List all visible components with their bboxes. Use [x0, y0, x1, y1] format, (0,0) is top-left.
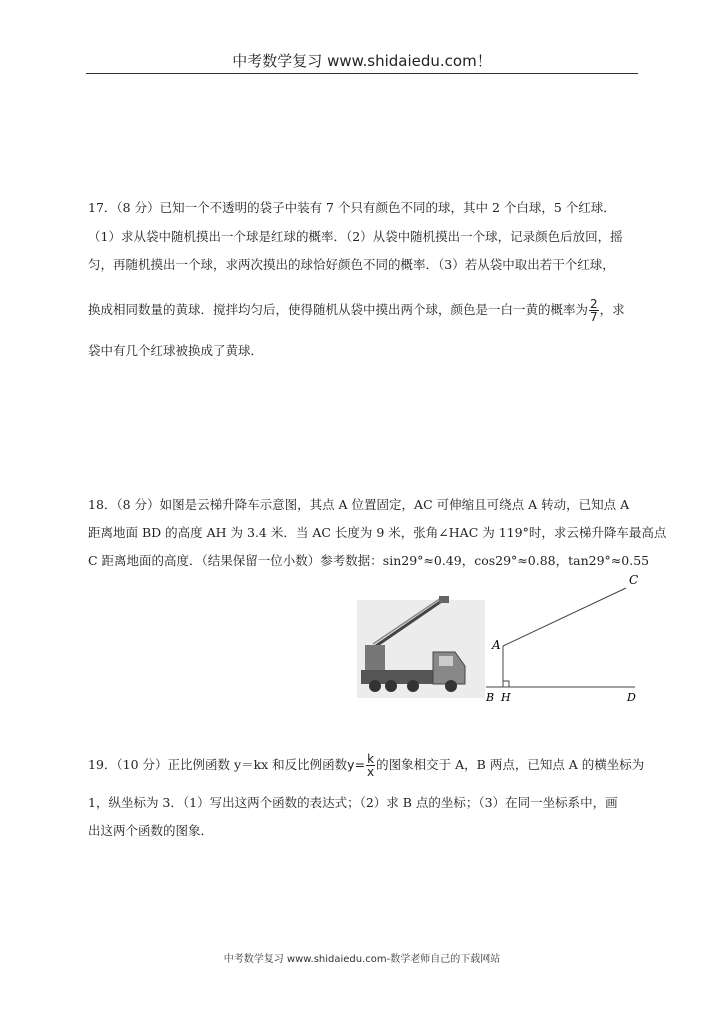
- label-b: B: [486, 691, 495, 704]
- q17-fraction-denominator: 7: [590, 310, 598, 324]
- q19-line-1-text: 19．（10 分）正比例函数 y＝kx 和反比例函数: [88, 757, 348, 772]
- q17-probability-fraction: [589, 298, 599, 323]
- q17-line-4-tail: ，求: [599, 302, 625, 317]
- q17-line-1: 17．（8 分）已知一个不透明的袋子中装有 7 个只有颜色不同的球，其中 2 个白球，5 个红球．: [88, 200, 616, 215]
- segment-ac: [503, 588, 626, 646]
- q17-line-2: （1）求从袋中随机摸出一个球是红球的概率．（2）从袋中随机摸出一个球，记录颜色后放回，摇: [88, 229, 623, 244]
- q18-line-2: 距离地面 BD 的高度 AH 为 3.4 米．当 AC 长度为 9 米，张角∠HAC 为 119°时，求云梯升降车最高点: [88, 525, 667, 540]
- q19-line-3: 出这两个函数的图象．: [88, 823, 214, 838]
- q17-line-4-text: 换成相同数量的黄球．搅拌均匀后，使得随机从袋中摸出两个球，颜色是一白一黄的概率为: [88, 302, 589, 317]
- q17-line-3: 匀，再随机摸出一个球，求两次摸出的球恰好颜色不同的概率．（3）若从袋中取出若干个红球，: [88, 257, 615, 272]
- q18-figure: [355, 570, 645, 710]
- right-angle-mark: [503, 681, 509, 687]
- q19-fraction-numerator: k: [367, 752, 375, 766]
- header-rule: [86, 73, 638, 74]
- q19-fraction-denominator: x: [367, 765, 375, 779]
- q19-line-1: [88, 752, 645, 779]
- page-header: 中考数学复习 www.shidaiedu.com！: [232, 52, 492, 70]
- q18-line-3: C 距离地面的高度．（结果保留一位小数）参考数据：sin29°≈0.49，cos29°≈0.88，tan29°≈0.55: [88, 553, 650, 568]
- q19-function-lhs: y=: [347, 757, 366, 772]
- label-d: D: [627, 691, 636, 704]
- q19-line-2: 1，纵坐标为 3．（1）写出这两个函数的表达式；（2）求 B 点的坐标；（3）在同一坐标系中，画: [88, 795, 618, 810]
- q19-k-over-x-fraction: [366, 753, 375, 778]
- q18-line-1: 18．（8 分）如图是云梯升降车示意图，其点 A 位置固定，AC 可伸缩且可绕点 A 转动，已知点 A: [88, 497, 630, 512]
- page-footer: 中考数学复习 www.shidaiedu.com-数学老师自己的下载网站: [223, 954, 501, 965]
- label-a: A: [492, 638, 501, 652]
- q19-line-1-tail: 的图象相交于 A，B 两点，已知点 A 的横坐标为: [376, 757, 645, 772]
- fire-truck-illustration: [357, 596, 485, 698]
- q17-line-4: [88, 298, 640, 323]
- label-h: H: [501, 691, 511, 704]
- geometry-diagram: [485, 573, 638, 704]
- label-c: C: [629, 573, 639, 587]
- q17-line-5: 袋中有几个红球被换成了黄球．: [88, 343, 264, 358]
- q17-fraction-numerator: 2: [590, 297, 598, 311]
